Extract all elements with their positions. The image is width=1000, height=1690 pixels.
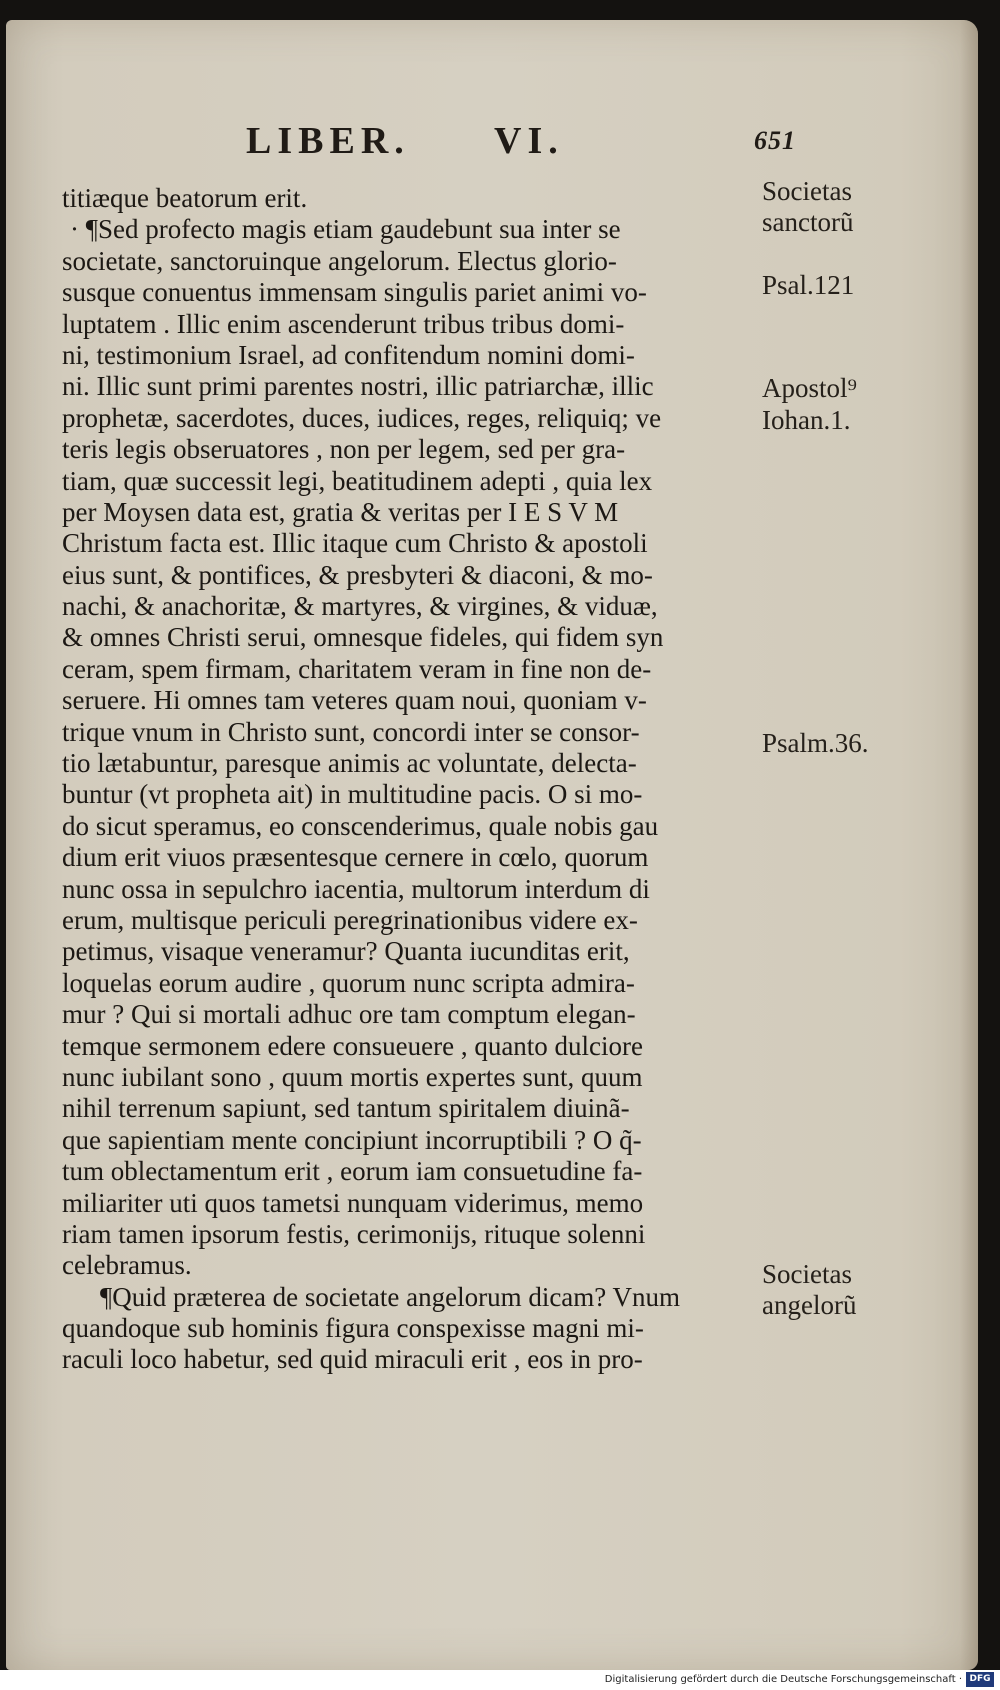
text-line: teris legis obseruatores , non per legem, sed per gra- xyxy=(62,434,626,465)
text-line: quandoque sub hominis figura conspexisse magni mi- xyxy=(62,1313,644,1344)
text-line: buntur (vt propheta ait) in multitudine pacis. O si mo- xyxy=(62,779,643,810)
margin-note: Societas xyxy=(762,175,852,206)
text-line: prophetæ, sacerdotes, duces, iudices, reges, reliquiq; ve xyxy=(62,402,662,433)
running-head-book: LIBER. xyxy=(246,120,410,162)
text-line: loquelas eorum audire , quorum nunc scripta admira- xyxy=(62,967,635,998)
margin-note: Iohan.1. xyxy=(762,404,851,435)
margin-note: Psalm.36. xyxy=(762,728,869,759)
text-line: ceram, spem firmam, charitatem veram in fine non de- xyxy=(62,653,652,684)
text-line: eius sunt, & pontifices, & presbyteri & diaconi, & mo- xyxy=(62,559,653,590)
body-text xyxy=(62,183,762,1376)
text-line: erum, multisque periculi peregrinationibus videre ex- xyxy=(62,904,638,935)
text-line: susque conuentus immensam singulis pariet animi vo- xyxy=(62,277,647,308)
margin-note: Psal.121 xyxy=(762,269,855,300)
text-line: luptatem . Illic enim ascenderunt tribus tribus domi- xyxy=(62,308,625,339)
text-line: & omnes Christi serui, omnesque fideles, qui fidem syn xyxy=(62,622,664,653)
text-line: tio lætabuntur, paresque animis ac voluntate, delecta- xyxy=(62,748,637,779)
funding-credit: Digitalisierung gefördert durch die Deutsche Forschungsgemeinschaft · xyxy=(604,1674,962,1685)
text-line: ni, testimonium Israel, ad confitendum nomini domi- xyxy=(62,339,635,370)
text-line: ¶Quid præterea de societate angelorum dicam? Vnum xyxy=(100,1281,681,1312)
running-head xyxy=(6,116,978,166)
text-line: temque sermonem edere consueuere , quanto dulciore xyxy=(62,1030,644,1061)
text-line: trique vnum in Christo sunt, concordi inter se consor- xyxy=(62,716,640,747)
text-line: per Moysen data est, gratia & veritas per I E S V M xyxy=(62,496,619,527)
text-line: mur ? Qui si mortali adhuc ore tam comptum elegan- xyxy=(62,999,636,1030)
text-line: tiam, quæ successit legi, beatitudinem adepti , quia lex xyxy=(62,465,653,496)
text-line: titiæque beatorum erit. xyxy=(62,183,308,213)
margin-note: Societas xyxy=(762,1258,852,1289)
text-line: riam tamen ipsorum festis, cerimonijs, rituque solenni xyxy=(62,1218,646,1249)
text-line: miliariter uti quos tametsi nunquam viderimus, memo xyxy=(62,1187,644,1218)
text-line: seruere. Hi omnes tam veteres quam noui, quoniam v- xyxy=(62,685,647,716)
dfg-logo: DFG xyxy=(966,1672,994,1687)
page-edge-shadow xyxy=(960,20,978,1670)
text-line: raculi loco habetur, sed quid miraculi erit , eos in pro- xyxy=(62,1344,643,1375)
margin-note: sanctorũ xyxy=(762,206,854,237)
folio-number: 651 xyxy=(754,126,796,155)
text-line: ni. Illic sunt primi parentes nostri, illic patriarchæ, illic xyxy=(62,371,654,402)
text-line: nunc ossa in sepulchro iacentia, multorum interdum di xyxy=(62,873,650,904)
text-line: nachi, & anachoritæ, & martyres, & virgines, & viduæ, xyxy=(62,591,658,622)
margin-note: angelorũ xyxy=(762,1290,857,1321)
digitization-footer xyxy=(0,1670,1000,1690)
book-page xyxy=(6,20,978,1670)
text-line: nunc iubilant sono , quum mortis expertes sunt, quum xyxy=(62,1061,643,1092)
text-line: Christum facta est. Illic itaque cum Christo & apostoli xyxy=(62,528,648,559)
text-line: dium erit viuos præsentesque cernere in cœlo, quorum xyxy=(62,842,649,873)
running-head-number: VI. xyxy=(494,120,564,162)
text-line: tum oblectamentum erit , eorum iam consuetudine fa- xyxy=(62,1156,643,1187)
text-line: petimus, visaque veneramur? Quanta iucunditas erit, xyxy=(62,936,630,967)
text-line: do sicut speramus, eo conscenderimus, quale nobis gau xyxy=(62,810,659,841)
text-line: societate, sanctoruinque angelorum. Electus glorio- xyxy=(62,245,617,276)
text-line: · ¶Sed profecto magis etiam gaudebunt sua inter se xyxy=(70,214,621,245)
text-line: celebramus. xyxy=(62,1250,192,1281)
text-line: que sapientiam mente concipiunt incorruptibili ? O q̃- xyxy=(62,1124,642,1155)
margin-note: Apostol⁹ xyxy=(762,373,857,404)
text-line: nihil terrenum sapiunt, sed tantum spiritalem diuinã- xyxy=(62,1093,630,1124)
